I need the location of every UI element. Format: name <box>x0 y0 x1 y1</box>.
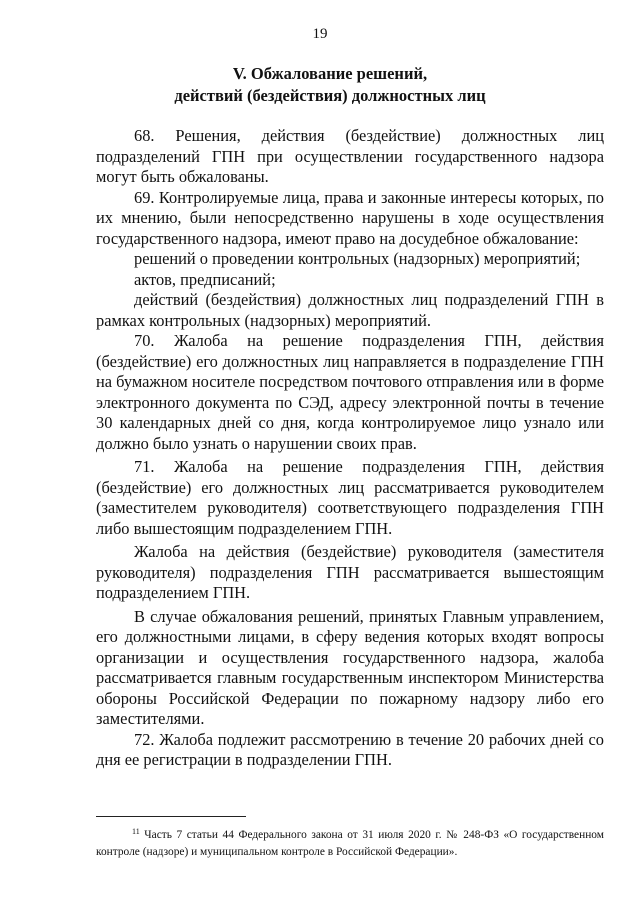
footnote <box>96 823 604 861</box>
paragraph-71-main-directorate: В случае обжалования решений, принятых Главным управлением, его должностными лицами, в сферу ведения которых входят вопросы организации и осуществления государственного надзора, жалоба рассматривается главным государственным инспектором Министерства обороны Российской Федерации по пожарному надзору либо его заместителями. <box>96 606 604 728</box>
paragraph-70: 70. Жалоба на решение подразделения ГПН, действия (бездействие) его должностных лиц направляется в подразделение ГПН на бумажном носителе посредством почтового отправления или в форме электронного документа по СЭД, адресу электронной почты в течение 30 календарных дней со дня, когда контролируемое лицо узнало или должно было узнать о нарушении своих прав. <box>96 331 604 453</box>
list-item-acts: актов, предписаний; <box>134 269 276 289</box>
footnote-marker: 11 <box>132 827 140 836</box>
paragraph-69: 69. Контролируемые лица, права и законные интересы которых, по их мнению, были непосредственно нарушены в ходе осуществления государственного надзора, имеют право на досудебное обжалование: <box>96 187 604 248</box>
footnote-divider <box>96 816 246 817</box>
paragraph-68: 68. Решения, действия (бездействие) должностных лиц подразделений ГПН при осуществлении государственного надзора могут быть обжалованы. <box>96 126 604 186</box>
list-item-actions: действий (бездействия) должностных лиц подразделений ГПН в рамках контрольных (надзорных) мероприятий. <box>96 290 604 330</box>
paragraph-72: 72. Жалоба подлежит рассмотрению в течение 20 рабочих дней со дня ее регистрации в подразделении ГПН. <box>96 729 604 769</box>
document-body <box>96 126 604 771</box>
page-number: 19 <box>312 26 328 42</box>
paragraph-71: 71. Жалоба на решение подразделения ГПН, действия (бездействие) его должностных лиц рассматривается руководителем (заместителем руководителя) соответствующего подразделения ГПН либо вышестоящим подразделением ГПН. <box>96 457 604 538</box>
list-item-decisions: решений о проведении контрольных (надзорных) мероприятий; <box>134 249 581 268</box>
section-title-line-2: действий (бездействия) должностных лиц <box>174 86 486 105</box>
section-title-line-1: V. Обжалование решений, <box>232 64 428 83</box>
paragraph-71-complaint-head: Жалоба на действия (бездействие) руководителя (заместителя руководителя) подразделения ГПН рассматривается вышестоящим подразделением ГПН. <box>96 542 604 602</box>
footnote-text: Часть 7 статьи 44 Федерального закона от 31 июля 2020 г. № 248-ФЗ «О государственном контроле (надзоре) и муниципальном контроле в Российской Федерации». <box>96 829 604 858</box>
section-title <box>60 63 600 107</box>
